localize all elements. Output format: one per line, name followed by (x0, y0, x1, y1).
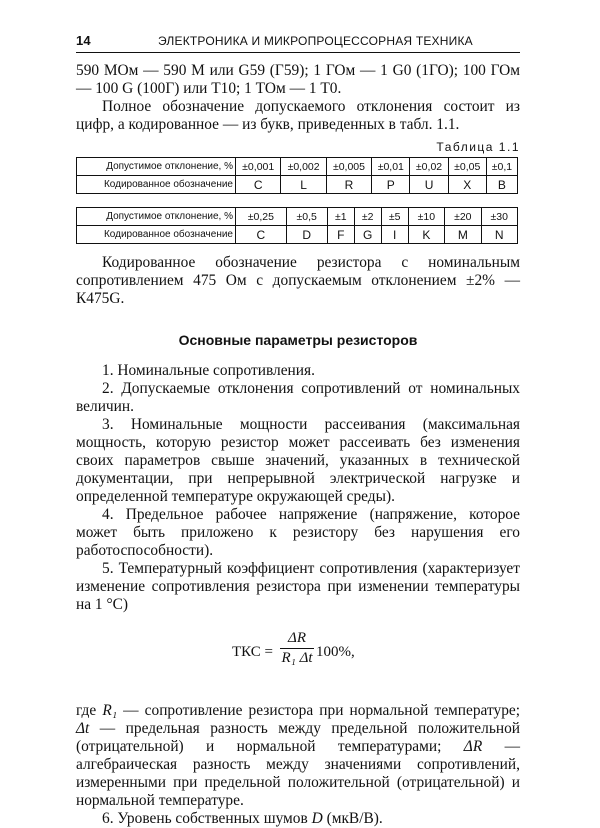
code-cell: L (281, 176, 326, 194)
formula-rhs: 100%, (316, 644, 355, 660)
code-cell: B (486, 176, 517, 194)
running-title: ЭЛЕКТРОНИКА И МИКРОПРОЦЕССОРНАЯ ТЕХНИКА (158, 34, 473, 48)
row-label: Кодированное обозначение (77, 226, 236, 244)
page-number: 14 (76, 33, 91, 48)
tolerance-cell: ±0,01 (372, 158, 410, 176)
r1-description: — сопротивление резистора при нормальной температуре; (117, 702, 520, 719)
dr-symbol: ΔR (463, 738, 483, 755)
legend-prefix: где (76, 702, 103, 719)
dt-description: — предельная разность между предельной положительной (отрицательной) и нормальной температурами; (76, 720, 520, 755)
code-cell: G (354, 226, 381, 244)
intro-paragraph: 590 МОм — 590 М или G59 (Г59); 1 ГОм — 1 G0 (1ГО); 100 ГОм — 100 G (100Г) или Т10; 1 ТОм — 1 Т0. (76, 62, 520, 97)
noise-unit: (мкВ/В). (322, 810, 383, 827)
code-row (77, 226, 518, 244)
row-label: Допустимое отклонение, % (77, 208, 236, 226)
tolerance-cell: ±10 (408, 208, 444, 226)
tolerance-cell: ±0,5 (286, 208, 327, 226)
code-cell: X (448, 176, 486, 194)
tolerance-cell: ±0,002 (281, 158, 326, 176)
code-cell: N (481, 226, 517, 244)
tolerance-table-2 (76, 207, 518, 244)
code-row (77, 176, 518, 194)
tolerance-cell: ±0,001 (236, 158, 281, 176)
list-item: 2. Допускаемые отклонения сопротивлений от номинальных величин. (76, 380, 520, 415)
code-cell: U (410, 176, 448, 194)
formula-legend (76, 702, 520, 810)
code-cell: K (408, 226, 444, 244)
tolerance-cell: ±30 (481, 208, 517, 226)
example-paragraph: Кодированное обозначение резистора с номинальным сопротивлением 475 Ом с допускаемым отклонением ±2% — К475G. (76, 254, 520, 307)
page-body (76, 62, 520, 828)
code-cell: M (445, 226, 481, 244)
noise-symbol: D (311, 810, 323, 827)
row-label: Кодированное обозначение (77, 176, 236, 194)
tolerance-row (77, 158, 518, 176)
r1-symbol: R₁ (102, 702, 118, 719)
tolerance-row (77, 208, 518, 226)
running-header (76, 30, 520, 53)
code-cell: C (236, 226, 287, 244)
list-item: 5. Температурный коэффициент сопротивления (характеризует изменение сопротивления резистора при изменении температуры на 1 °С) (76, 560, 520, 613)
code-cell: D (286, 226, 327, 244)
noise-label: 6. Уровень собственных шумов (102, 810, 312, 827)
tolerance-cell: ±5 (381, 208, 408, 226)
code-cell: R (326, 176, 371, 194)
code-cell: F (327, 226, 354, 244)
tolerance-cell: ±2 (354, 208, 381, 226)
list-item: 1. Номинальные сопротивления. (102, 362, 315, 379)
code-cell: P (372, 176, 410, 194)
formula-fraction (280, 630, 314, 667)
code-cell: I (381, 226, 408, 244)
tcr-formula (76, 630, 520, 676)
list-item-noise (76, 810, 520, 828)
section-title: Основные параметры резисторов (178, 332, 418, 348)
formula-denominator: R₁ Δt (281, 650, 313, 666)
tolerance-cell: ±1 (327, 208, 354, 226)
tolerance-cell: ±0,05 (448, 158, 486, 176)
list-item: 3. Номинальные мощности рассеивания (максимальная мощность, которую резистор может рассеивать без изменения своих параметров свыше значений, указанных в технической документации, при непрерывной электрической нагрузке и определенной температуре окружающей среды). (76, 416, 520, 505)
full-designation-paragraph: Полное обозначение допускаемого отклонения состоит из цифр, а кодированное — из букв, приведенных в табл. 1.1. (76, 98, 520, 133)
code-cell: C (236, 176, 281, 194)
tolerance-cell: ±0,02 (410, 158, 448, 176)
list-item: 4. Предельное рабочее напряжение (напряжение, которое может быть приложено к резистору без нарушения его работоспособности). (76, 506, 520, 559)
tolerance-cell: ±20 (445, 208, 481, 226)
tolerance-cell: ±0,25 (236, 208, 287, 226)
tolerance-cell: ±0,005 (326, 158, 371, 176)
row-label: Допустимое отклонение, % (77, 158, 236, 176)
tolerance-table-1 (76, 157, 518, 194)
formula-numerator: ΔR (280, 630, 314, 649)
dr-description: — алгебраическая разность между значениями сопротивлений, измеренными при предельной положительной (отрицательной) и нормальной температуре. (76, 738, 520, 809)
table-caption: Таблица 1.1 (436, 140, 520, 154)
tolerance-cell: ±0,1 (486, 158, 517, 176)
dt-symbol: Δt (76, 720, 90, 737)
formula-lhs: ТКС = (232, 644, 274, 660)
